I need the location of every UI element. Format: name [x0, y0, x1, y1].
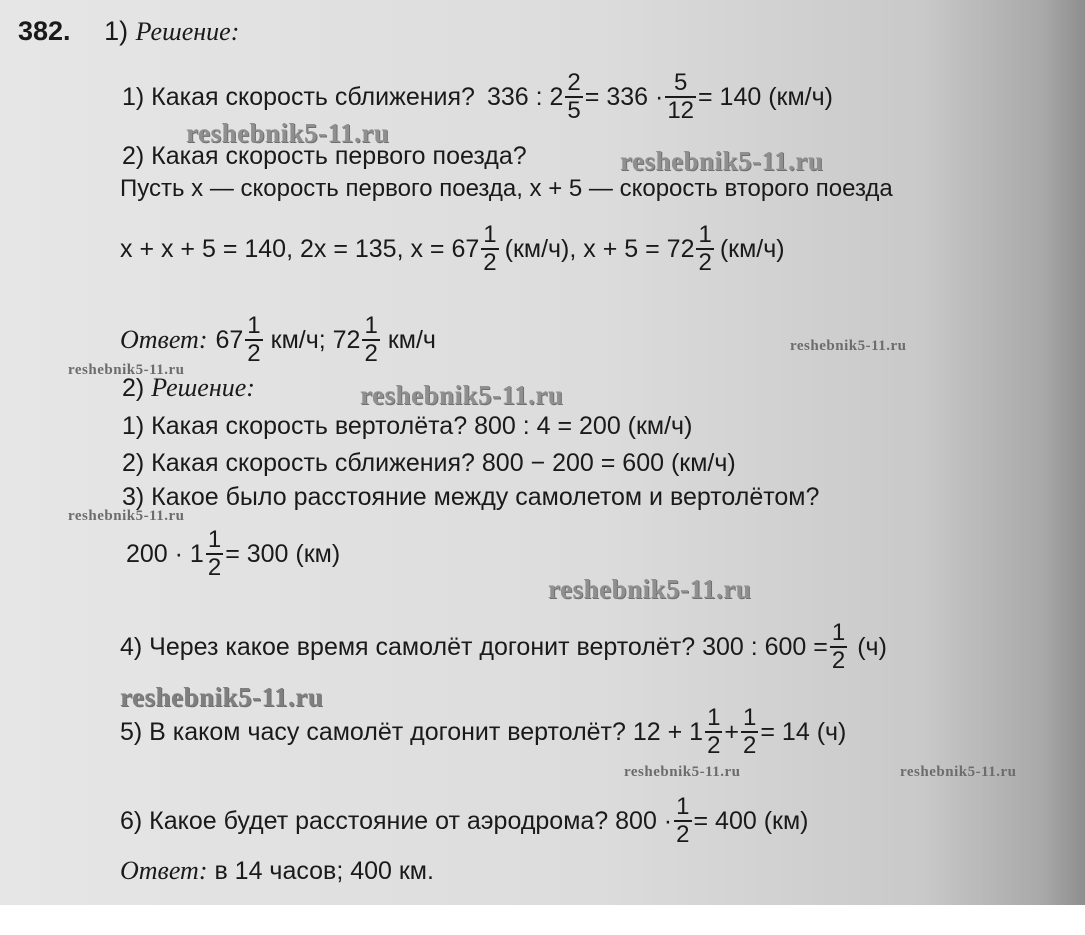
- part1-equation: [120, 222, 785, 276]
- fraction: 1 2: [831, 619, 846, 674]
- part2-step1: 1) Какая скорость вертолёта? 800 : 4 = 200 (км/ч): [122, 412, 693, 440]
- part2-step2: 2) Какая скорость сближения? 800 − 200 = 600 (км/ч): [122, 449, 736, 477]
- step-text: 6) Какое будет расстояние от аэродрома? 800 ·: [120, 807, 673, 835]
- fraction: 1 2: [743, 704, 757, 759]
- watermark: reshebnik5-11.ru: [68, 508, 185, 524]
- math-mid: = 336 ·: [584, 83, 664, 111]
- part2-step3-calc: [126, 527, 340, 581]
- part2-answer: [120, 856, 434, 886]
- part2-step5: [120, 705, 846, 759]
- fraction: 2 5: [567, 69, 581, 124]
- fraction: 5 12: [667, 69, 695, 124]
- answer-label: Ответ:: [120, 856, 208, 885]
- part1-step2: 2) Какая скорость первого поезда?: [122, 142, 527, 170]
- answer-label: Ответ:: [120, 325, 208, 354]
- equation-part: x + x + 5 = 140, 2x = 135, x = 67: [120, 235, 480, 263]
- fraction: 1 2: [247, 312, 261, 367]
- problem-number: 382.: [18, 16, 71, 46]
- part2-solution-label: Решение:: [151, 373, 255, 402]
- part2-step4: [120, 620, 887, 674]
- part2-step6: [120, 794, 808, 848]
- watermark: reshebnik5-11.ru: [186, 118, 390, 148]
- watermark: reshebnik5-11.ru: [548, 574, 752, 604]
- math-lhs: 336 : 2: [486, 83, 564, 111]
- answer-value: км/ч; 72: [270, 326, 361, 354]
- watermark: reshebnik5-11.ru: [624, 764, 741, 780]
- part2-index: 2): [122, 374, 145, 402]
- watermark: reshebnik5-11.ru: [900, 764, 1017, 780]
- math-rhs: = 140 (км/ч): [698, 83, 833, 111]
- answer-value: 67: [215, 326, 244, 354]
- watermark: reshebnik5-11.ru: [620, 146, 824, 176]
- calc-part: 200 · 1: [126, 540, 204, 568]
- watermark: reshebnik5-11.ru: [360, 380, 564, 410]
- step-result: = 14 (ч): [760, 718, 847, 746]
- answer-value: км/ч: [387, 326, 436, 354]
- fraction: 1 2: [483, 221, 497, 276]
- watermark: reshebnik5-11.ru: [68, 362, 185, 378]
- step-text: 1) Какая скорость сближения?: [122, 83, 475, 111]
- unit: (ч): [857, 633, 887, 661]
- part1-let-statement: Пусть x — скорость первого поезда, x + 5 — скорость второго поезда: [120, 175, 893, 202]
- answer-text: в 14 часов; 400 км.: [214, 857, 434, 885]
- part1-answer: [120, 313, 436, 367]
- step-result: = 400 (км): [693, 807, 809, 835]
- problem-header: [18, 16, 239, 47]
- fraction: 1 2: [707, 704, 721, 759]
- equation-part: (км/ч): [719, 235, 785, 263]
- calc-part: = 300 (км): [225, 540, 341, 568]
- step-text: 4) Через какое время самолёт догонит вертолёт? 300 : 600 =: [120, 633, 828, 661]
- fraction: 1 2: [207, 526, 222, 581]
- part1-solution-label: Решение:: [135, 17, 240, 46]
- plus-sign: +: [724, 718, 740, 746]
- part1-step1: [122, 70, 833, 124]
- fraction: 1 2: [698, 221, 712, 276]
- equation-part: (км/ч), x + 5 = 72: [504, 235, 695, 263]
- fraction: 1 2: [364, 312, 378, 367]
- watermark: reshebnik5-11.ru: [120, 682, 324, 712]
- part2-step3: 3) Какое было расстояние между самолетом и вертолётом?: [122, 483, 820, 511]
- part1-index: 1): [104, 16, 129, 46]
- step-text: 5) В каком часу самолёт догонит вертолёт? 12 + 1: [120, 718, 704, 746]
- fraction: 1 2: [676, 793, 690, 848]
- watermark: reshebnik5-11.ru: [790, 338, 907, 354]
